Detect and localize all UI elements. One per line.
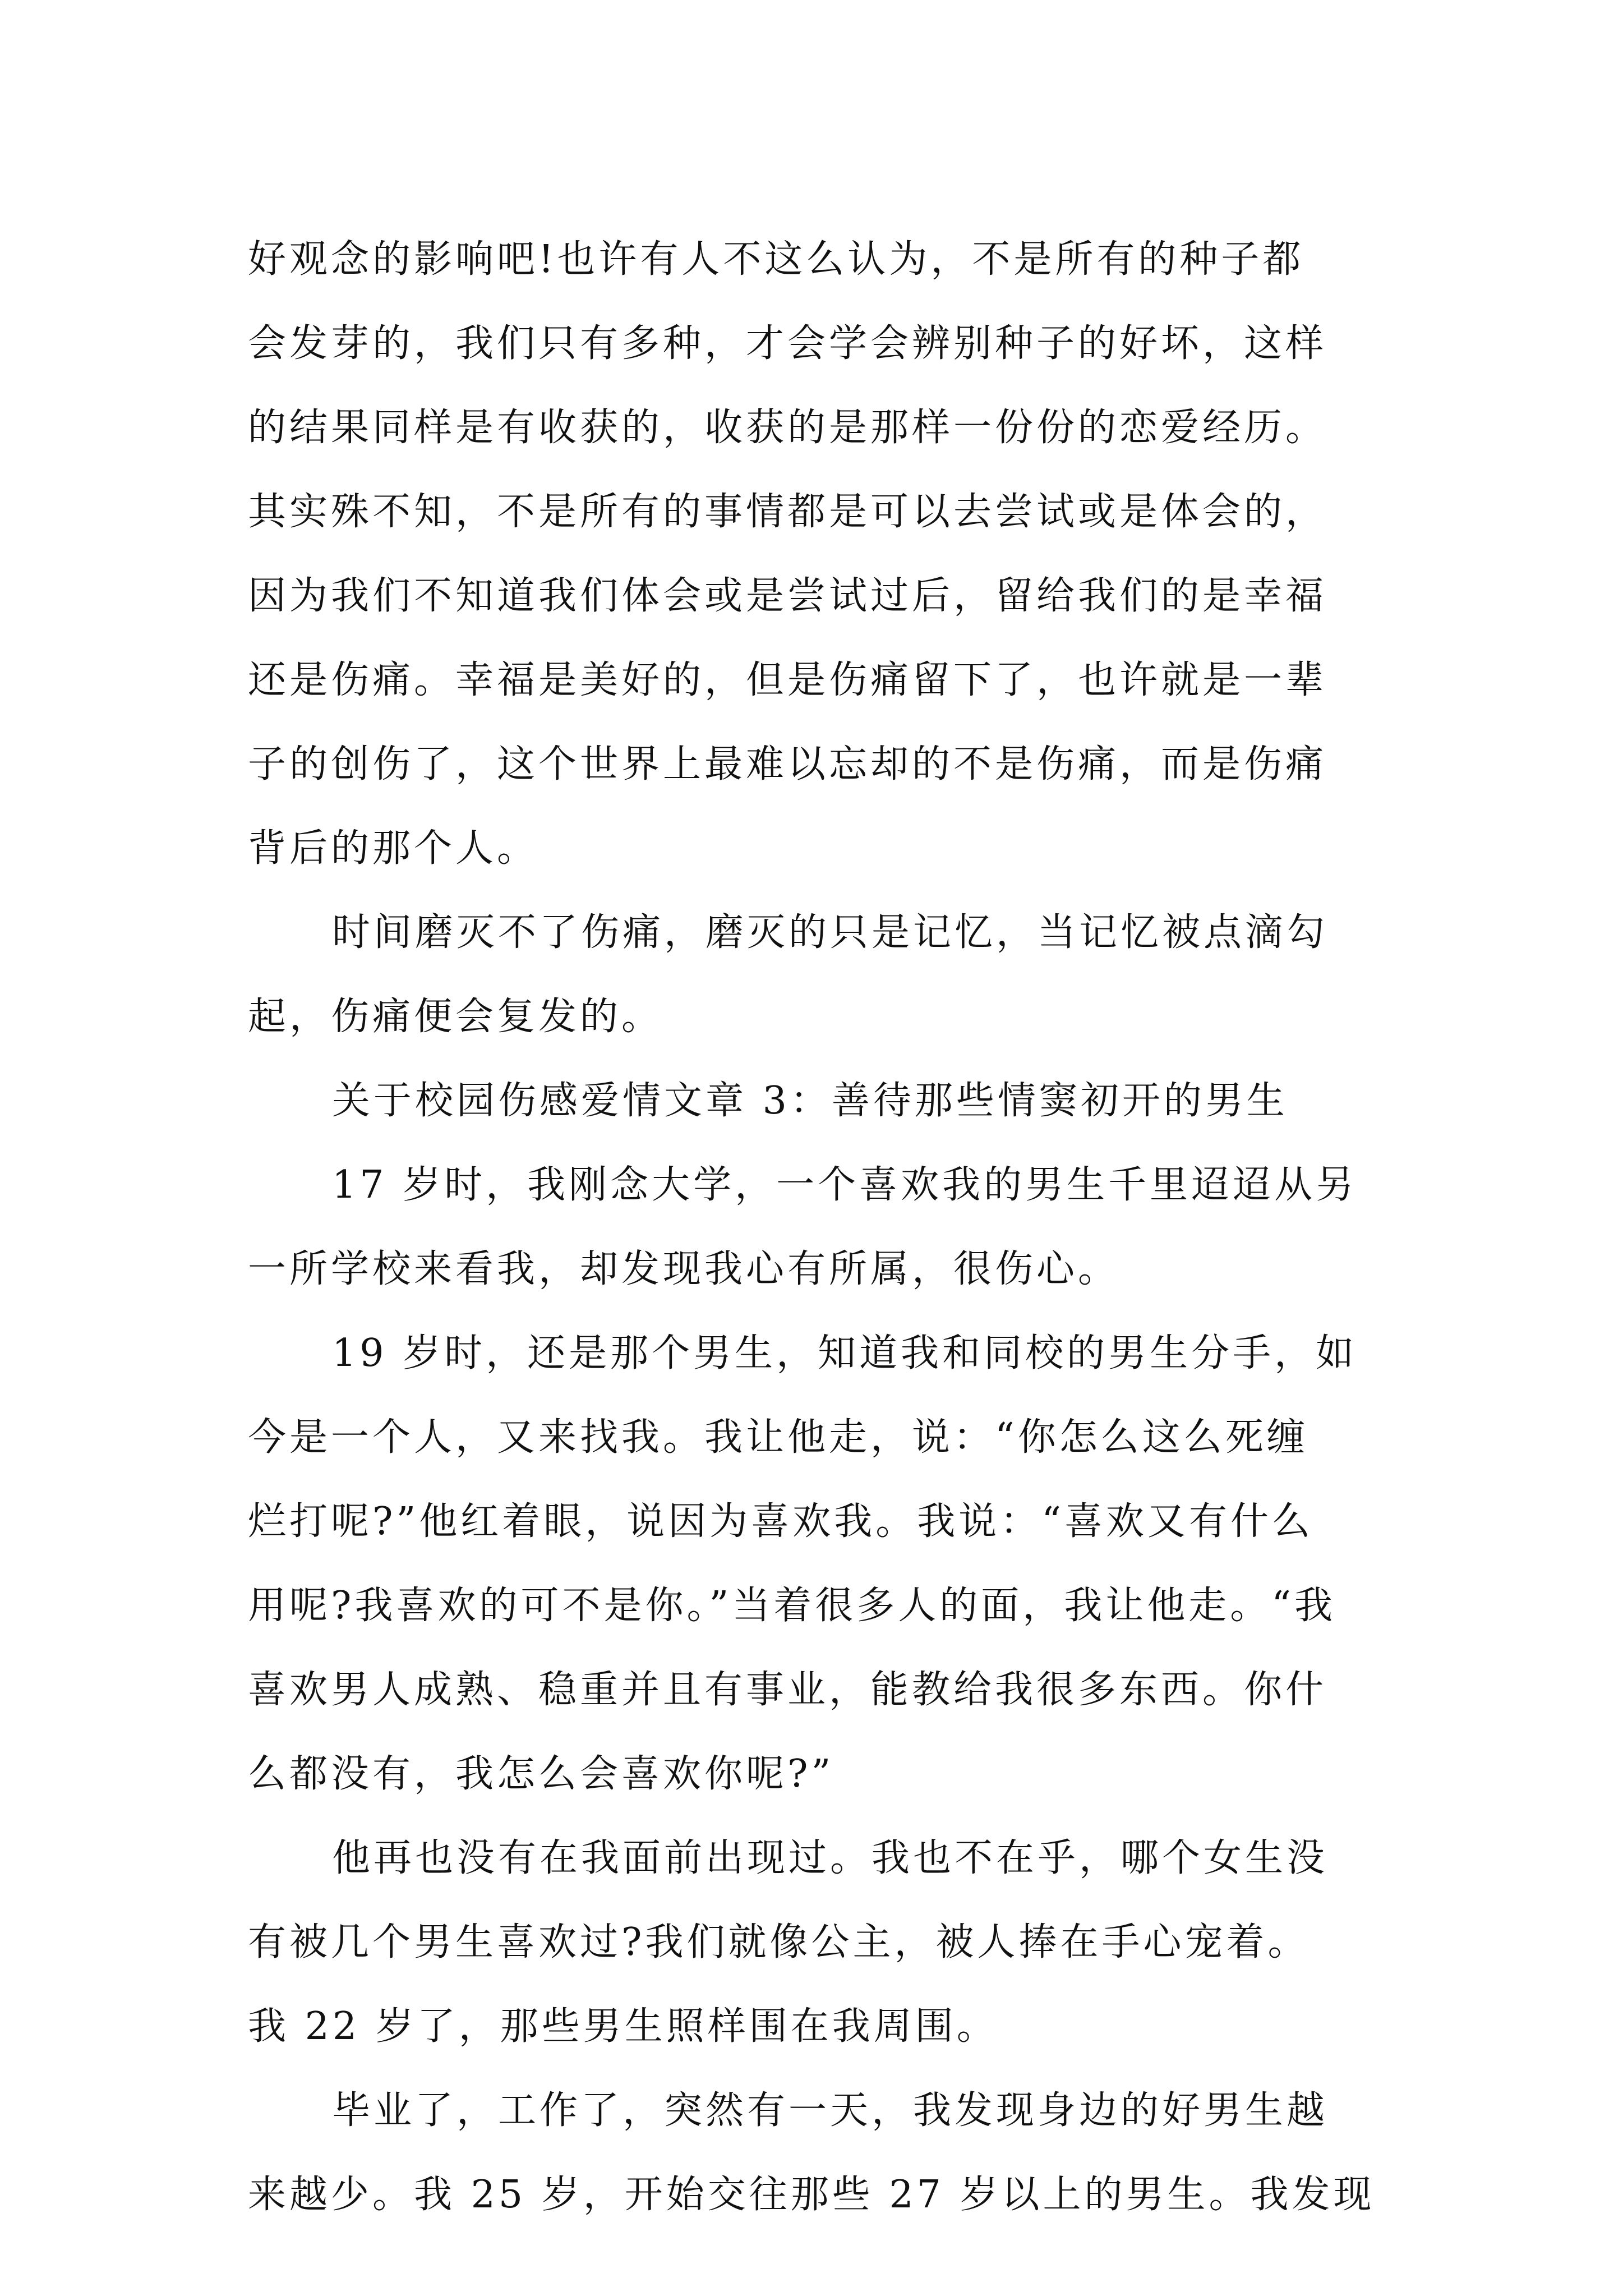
text-line: 喜欢男人成熟、稳重并且有事业，能教给我很多东西。你什 [248, 1668, 1327, 1712]
paragraph-first-line: 17 岁时，我刚念大学，一个喜欢我的男生千里迢迢从另 [332, 1163, 1358, 1207]
text-line: 因为我们不知道我们体会或是尝试过后，留给我们的是幸福 [248, 574, 1327, 618]
paragraph-first-line: 时间磨灭不了伤痛，磨灭的只是记忆，当记忆被点滴勾 [332, 910, 1329, 955]
text-line: 用呢?我喜欢的可不是你。”当着很多人的面，我让他走。“我 [248, 1584, 1336, 1628]
text-line: 起，伤痛便会复发的。 [248, 995, 663, 1039]
text-line: 的结果同样是有收获的，收获的是那样一份份的恋爱经历。 [248, 406, 1327, 450]
text-line: 一所学校来看我，却发现我心有所属，很伤心。 [248, 1247, 1120, 1291]
text-line: 子的创伤了，这个世界上最难以忘却的不是伤痛，而是伤痛 [248, 742, 1327, 786]
text-line: 有被几个男生喜欢过?我们就像公主，被人捧在手心宠着。 [248, 1920, 1310, 1964]
paragraph-first-line: 19 岁时，还是那个男生，知道我和同校的男生分手，如 [332, 1331, 1358, 1375]
text-line: 其实殊不知，不是所有的事情都是可以去尝试或是体会的， [248, 490, 1327, 534]
text-line: 好观念的影响吧!也许有人不这么认为，不是所有的种子都 [248, 237, 1304, 282]
text-line: 还是伤痛。幸福是美好的，但是伤痛留下了，也许就是一辈 [248, 658, 1327, 702]
text-line: 会发芽的，我们只有多种，才会学会辨别种子的好坏，这样 [248, 321, 1327, 366]
paragraph-first-line: 毕业了，工作了，突然有一天，我发现身边的好男生越 [332, 2088, 1329, 2133]
text-line: 我 22 岁了，那些男生照样围在我周围。 [248, 2004, 998, 2049]
text-line: 背后的那个人。 [248, 826, 539, 871]
text-line: 今是一个人，又来找我。我让他走，说：“你怎么这么死缠 [248, 1415, 1308, 1460]
text-line: 烂打呢?”他红着眼，说因为喜欢我。我说：“喜欢又有什么 [248, 1499, 1313, 1544]
text-line: 来越少。我 25 岁，开始交往那些 27 岁以上的男生。我发现 [248, 2173, 1375, 2217]
document-body [248, 218, 1381, 2237]
text-line: 么都没有，我怎么会喜欢你呢?” [248, 1752, 834, 1796]
paragraph-first-line: 他再也没有在我面前出现过。我也不在乎，哪个女生没 [332, 1836, 1329, 1880]
section-heading: 关于校园伤感爱情文章 3：善待那些情窦初开的男生 [332, 1079, 1288, 1123]
